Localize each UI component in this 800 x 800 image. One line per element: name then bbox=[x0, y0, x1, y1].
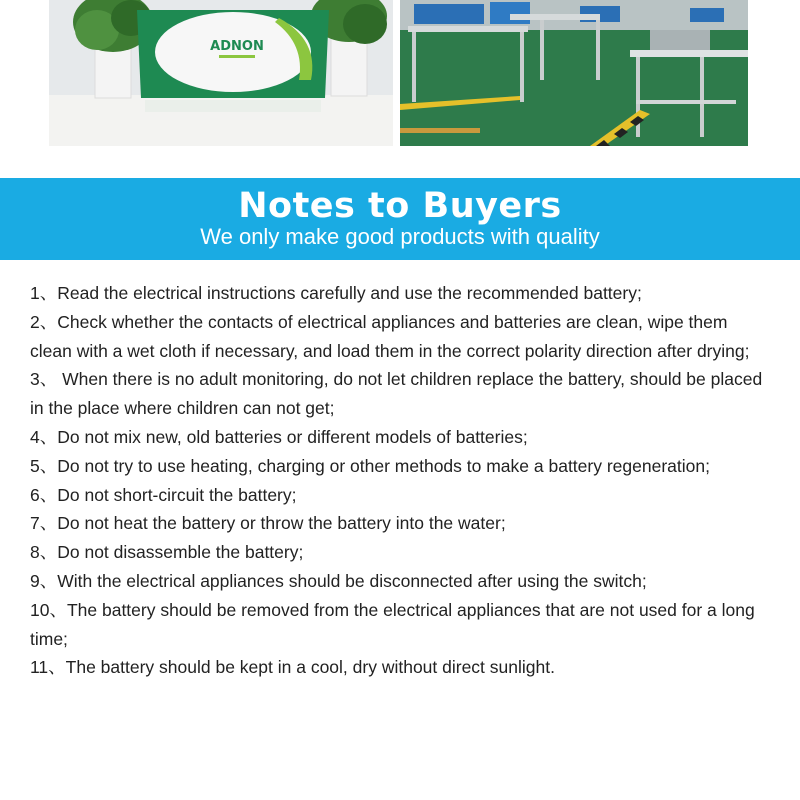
reception-photo bbox=[49, 0, 393, 146]
company-logo-text: ADNON bbox=[210, 39, 264, 54]
note-item: 5、Do not try to use heating, charging or other methods to make a battery regeneration; bbox=[30, 455, 710, 476]
note-item: 2、Check whether the contacts of electrical appliances and batteries are clean, wipe them clean with a wet cloth if necessary, and load them in the correct polarity direction after drying; bbox=[30, 311, 750, 361]
note-item: 3、 When there is no adult monitoring, do not let children replace the battery, should be placed in the place where children can not get; bbox=[30, 369, 763, 419]
note-item: 4、Do not mix new, old batteries or different models of batteries; bbox=[30, 426, 528, 447]
workshop-illustration bbox=[400, 0, 748, 146]
banner-subtitle: We only make good products with quality bbox=[200, 224, 600, 249]
note-item: 1、Read the electrical instructions carefully and use the recommended battery; bbox=[30, 283, 642, 303]
note-item: 7、Do not heat the battery or throw the battery into the water; bbox=[30, 513, 506, 534]
note-item: 6、Do not short-circuit the battery; bbox=[30, 484, 297, 505]
notes-banner bbox=[0, 178, 800, 260]
note-item: 10、The battery should be removed from the electrical appliances that are not used for a long time; bbox=[30, 599, 755, 649]
workshop-photo bbox=[400, 0, 748, 146]
note-item: 8、Do not disassemble the battery; bbox=[30, 542, 304, 563]
note-item: 9、With the electrical appliances should be disconnected after using the switch; bbox=[30, 570, 647, 591]
notes-list bbox=[30, 279, 766, 682]
company-photos bbox=[0, 0, 800, 148]
banner-title: Notes to Buyers bbox=[238, 186, 562, 226]
note-item: 11、The battery should be kept in a cool, dry without direct sunlight. bbox=[30, 657, 555, 678]
reception-illustration bbox=[49, 0, 393, 146]
